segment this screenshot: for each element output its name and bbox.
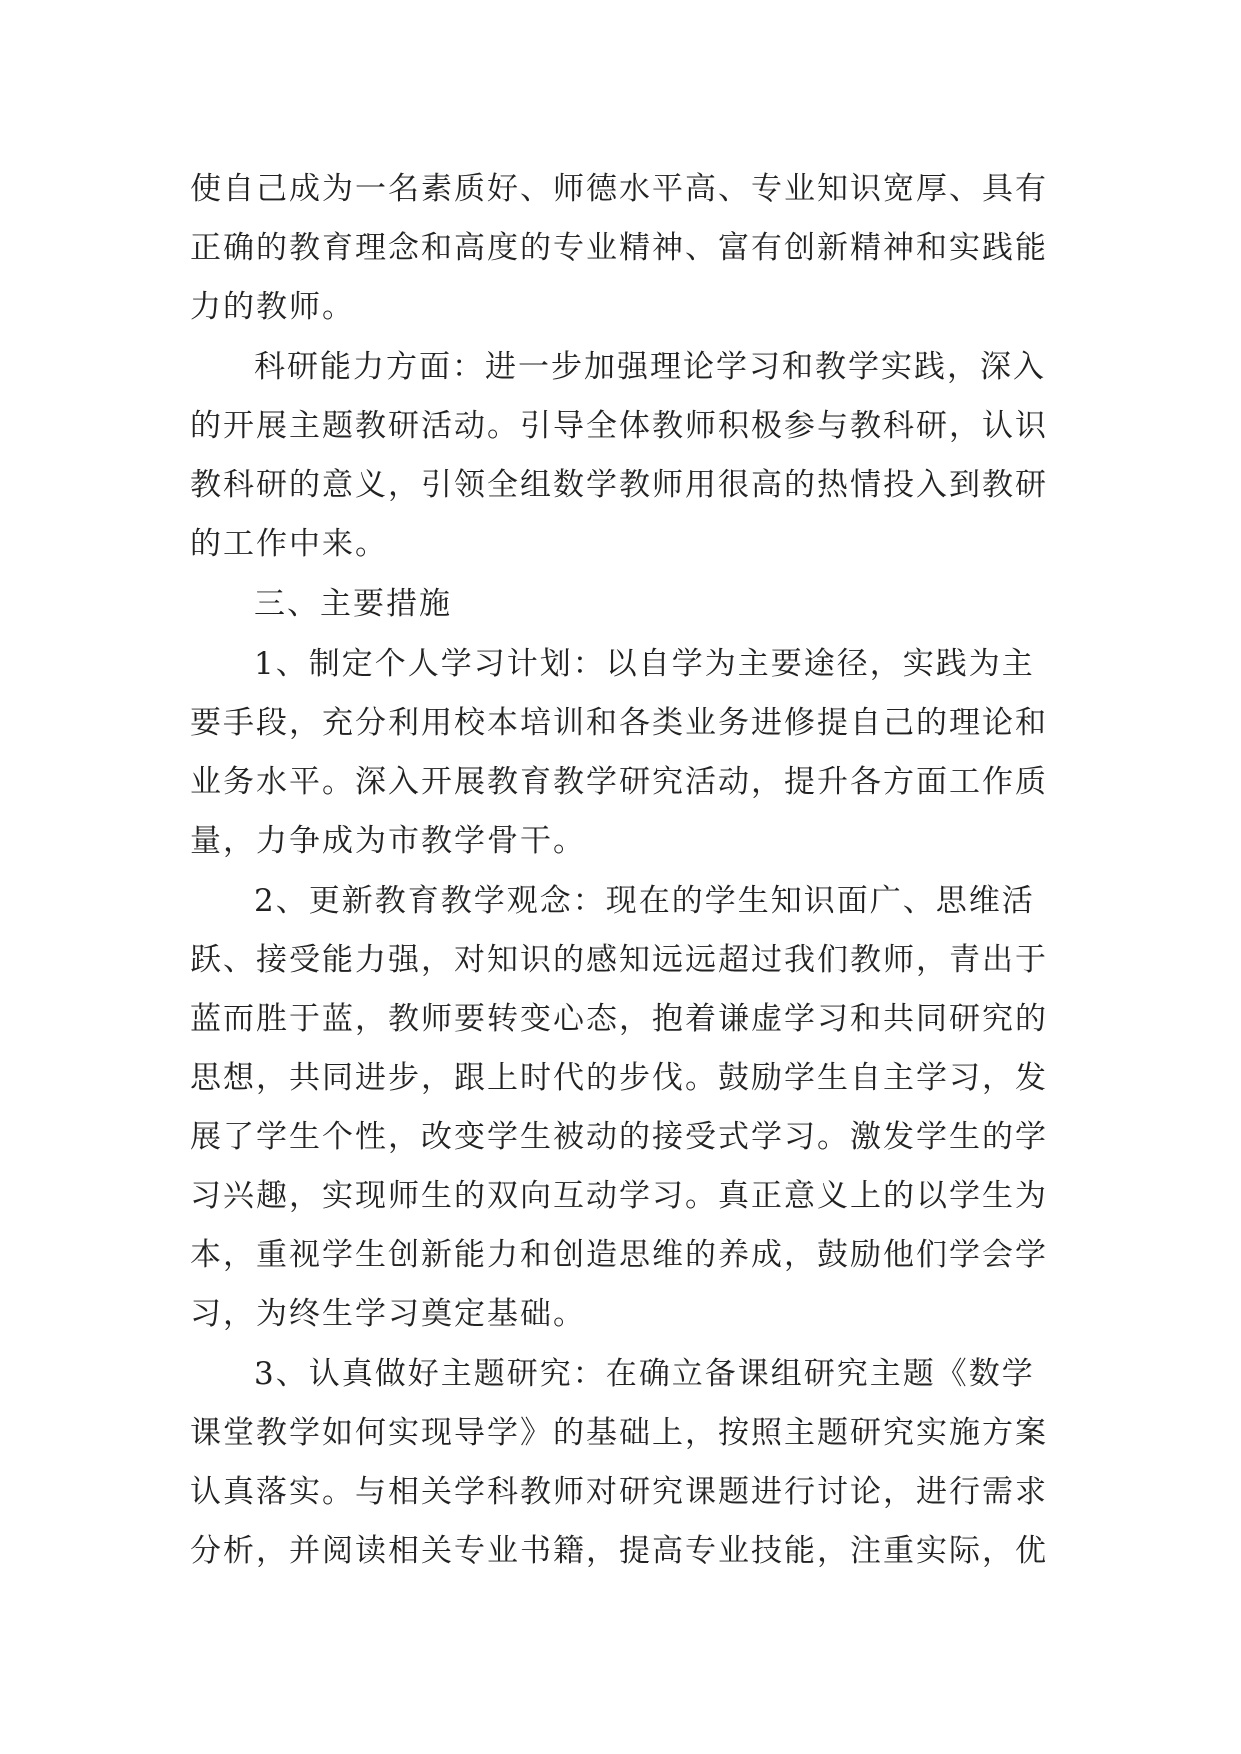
- document-body: [190, 160, 1050, 1581]
- section-heading: [190, 575, 1050, 634]
- text-line: 正确的教育理念和高度的专业精神、富有创新精神和实践能: [190, 230, 1048, 266]
- heading-main-measures: 三、主要措施: [254, 586, 452, 622]
- paragraph-measure-3: [190, 1345, 1050, 1581]
- text-line: 思想，共同进步，跟上时代的步伐。鼓励学生自主学习，发: [190, 1060, 1048, 1096]
- text-line: 本，重视学生创新能力和创造思维的养成，鼓励他们学会学: [190, 1237, 1048, 1273]
- text-line: 的开展主题教研活动。引导全体教师积极参与教科研，认识: [190, 408, 1048, 444]
- paragraph-measure-1: [190, 635, 1050, 871]
- text-line: 2、更新教育教学观念：现在的学生知识面广、思维活: [254, 883, 1035, 919]
- text-line: 科研能力方面：进一步加强理论学习和教学实践，深入: [254, 349, 1046, 385]
- text-line: 认真落实。与相关学科教师对研究课题进行讨论，进行需求: [190, 1474, 1048, 1510]
- text-line: 业务水平。深入开展教育教学研究活动，提升各方面工作质: [190, 764, 1048, 800]
- text-line: 课堂教学如何实现导学》的基础上，按照主题研究实施方案: [190, 1415, 1048, 1451]
- paragraph-continuation: [190, 160, 1050, 337]
- text-line: 要手段，充分利用校本培训和各类业务进修提自己的理论和: [190, 705, 1048, 741]
- text-line: 展了学生个性，改变学生被动的接受式学习。激发学生的学: [190, 1119, 1048, 1155]
- text-line: 教科研的意义，引领全组数学教师用很高的热情投入到教研: [190, 467, 1048, 503]
- text-line: 分析，并阅读相关专业书籍，提高专业技能，注重实际，优: [190, 1533, 1048, 1569]
- text-line: 量，力争成为市教学骨干。: [190, 823, 586, 859]
- paragraph-measure-2: [190, 872, 1050, 1344]
- text-line: 1、制定个人学习计划：以自学为主要途径，实践为主: [254, 646, 1035, 682]
- text-line: 习兴趣，实现师生的双向互动学习。真正意义上的以学生为: [190, 1178, 1048, 1214]
- text-line: 的工作中来。: [190, 526, 388, 562]
- text-line: 3、认真做好主题研究：在确立备课组研究主题《数学: [254, 1356, 1035, 1392]
- paragraph-research-ability: [190, 338, 1050, 574]
- text-line: 习，为终生学习奠定基础。: [190, 1296, 586, 1332]
- text-line: 跃、接受能力强，对知识的感知远远超过我们教师，青出于: [190, 942, 1048, 978]
- text-line: 使自己成为一名素质好、师德水平高、专业知识宽厚、具有: [190, 171, 1048, 207]
- text-line: 蓝而胜于蓝，教师要转变心态，抱着谦虚学习和共同研究的: [190, 1001, 1048, 1037]
- text-line: 力的教师。: [190, 289, 355, 325]
